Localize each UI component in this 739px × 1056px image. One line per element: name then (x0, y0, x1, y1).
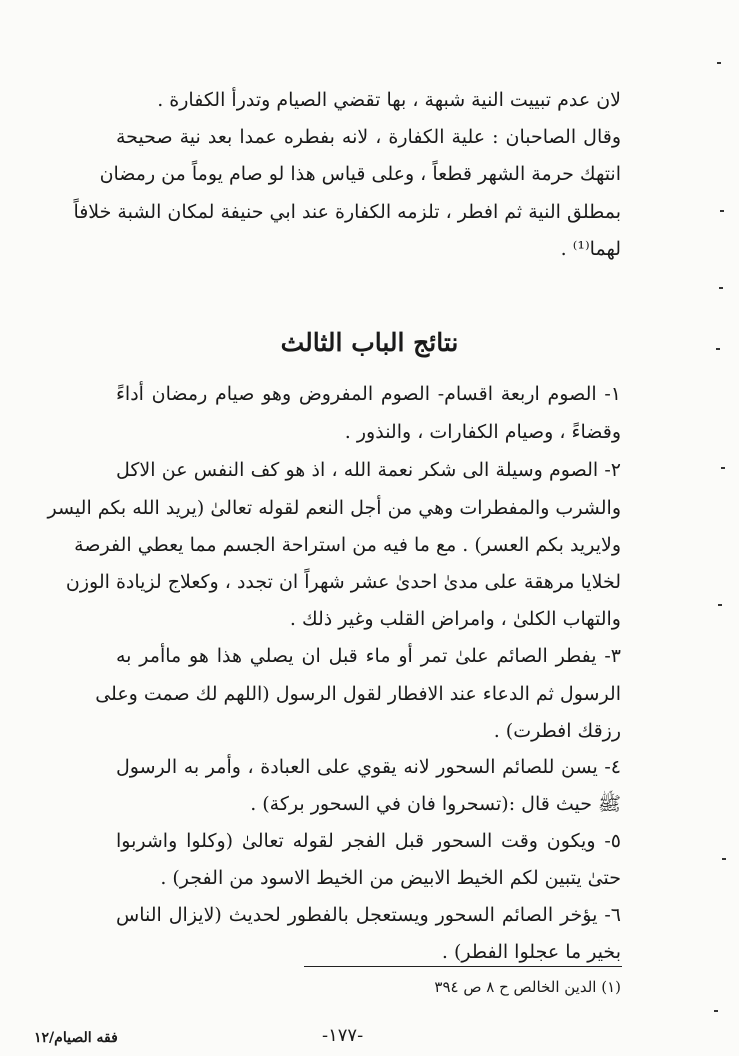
result-line: ﷺ حيث قال :(تسحروا فان في السحور بركة) . (250, 793, 621, 815)
result-line: وقضاءً ، وصيام الكفارات ، والنذور . (344, 421, 621, 443)
footnote: (١) الدين الخالص ح ٨ ص ٣٩٤ (434, 978, 621, 996)
result-line: الرسول ثم الدعاء عند الافطار لقول الرسول (اللهم لك صمت وعلى (95, 683, 621, 705)
result-line: ولايريد بكم العسر) . مع ما فيه من استراحة الجسم مما يعطي الفرصة (74, 534, 621, 556)
scan-mark (721, 467, 725, 469)
result-line: ٤- يسن للصائم السحور لانه يقوي على العبادة ، وأمر به الرسول (116, 756, 621, 778)
text-line: لهما⁽¹⁾ . (560, 238, 621, 260)
result-line: بخير ما عجلوا الفطر) . (441, 941, 621, 963)
result-line: لخلايا مرهقة على مدىٰ احدىٰ عشر شهراً ان تجدد ، وكعلاج لزيادة الوزن (65, 571, 621, 593)
text-line: لان عدم تبييت النية شبهة ، بها تقضي الصيام وتدرأ الكفارة . (157, 89, 621, 111)
scan-mark (716, 348, 720, 350)
result-line: ٣- يفطر الصائم علىٰ تمر أو ماء قبل ان يصلي هذا هو ماأمر به (116, 645, 621, 667)
footnote-rule (304, 966, 622, 967)
result-line: ٥- ويكون وقت السحور قبل الفجر لقوله تعالىٰ (وكلوا واشربوا (116, 830, 621, 852)
result-line: رزقك افطرت) . (493, 720, 621, 742)
result-line: ١- الصوم اربعة اقسام- الصوم المفروض وهو صيام رمضان أداءً (116, 383, 621, 405)
text-line: وقال الصاحبان : علية الكفارة ، لانه بفطره عمدا بعد نية صحيحة (116, 126, 621, 148)
scan-mark (722, 858, 726, 860)
text-line: انتهك حرمة الشهر قطعاً ، وعلى قياس هذا لو صام يوماً من رمضان (99, 163, 621, 185)
result-line: والشرب والمفطرات وهي من أجل النعم لقوله تعالىٰ (يريد الله بكم اليسر (47, 497, 621, 519)
scan-mark (714, 1010, 718, 1012)
scan-mark (720, 210, 724, 212)
text-line: بمطلق النية ثم افطر ، تلزمه الكفارة عند ابي حنيفة لمكان الشبة خلافاً (73, 201, 621, 223)
result-line: ٦- يؤخر الصائم السحور ويستعجل بالفطور لحديث (لايزال الناس (116, 904, 621, 926)
scan-mark (718, 604, 722, 606)
scan-mark (719, 287, 723, 289)
result-line: والتهاب الكلىٰ ، وامراض القلب وغير ذلك . (289, 608, 621, 630)
page-number: -١٧٧- (322, 1025, 364, 1046)
section-heading: نتائج الباب الثالث (280, 328, 459, 357)
scan-mark (717, 62, 721, 64)
running-footer: فقه الصيام/١٢ (34, 1030, 118, 1046)
result-line: حتىٰ يتبين لكم الخيط الابيض من الخيط الاسود من الفجر) . (160, 867, 621, 889)
result-line: ٢- الصوم وسيلة الى شكر نعمة الله ، اذ هو كف النفس عن الاكل (116, 459, 621, 481)
